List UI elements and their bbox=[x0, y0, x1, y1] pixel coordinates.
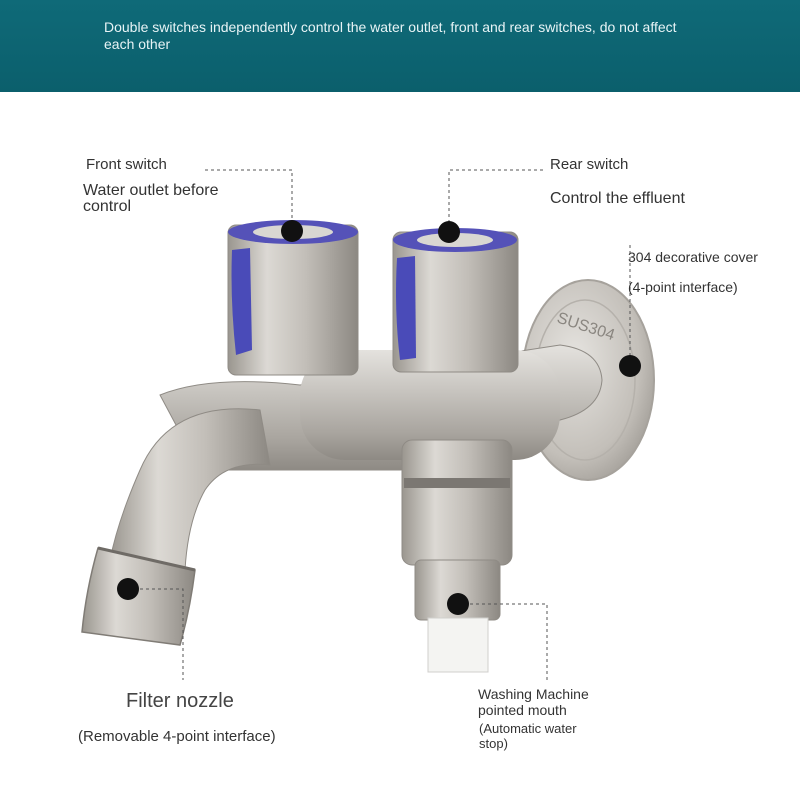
front-switch-description: Water outlet before control bbox=[83, 182, 219, 215]
front-switch-accent bbox=[232, 248, 253, 355]
rear-switch-title: Rear switch bbox=[550, 156, 629, 173]
outlet-stem bbox=[402, 440, 512, 565]
washing-title: Washing Machine pointed mouth bbox=[478, 686, 589, 718]
nozzle-title: Filter nozzle bbox=[126, 690, 234, 712]
front-switch-marker bbox=[281, 220, 303, 242]
washing-description: (Automatic water stop) bbox=[479, 721, 577, 751]
cover-marker bbox=[619, 355, 641, 377]
rear-switch-accent bbox=[396, 256, 416, 360]
nozzle-marker bbox=[117, 578, 139, 600]
nozzle-description: (Removable 4-point interface) bbox=[78, 728, 276, 745]
washing-marker bbox=[447, 593, 469, 615]
cover-description: (4-point interface) bbox=[628, 279, 738, 295]
cover-title: 304 decorative cover bbox=[628, 249, 758, 265]
rear-switch-description: Control the effluent bbox=[550, 190, 685, 207]
rear-switch-marker bbox=[438, 221, 460, 243]
banner-text: Double switches independently control the water outlet, front and rear switches, do not affect each other bbox=[104, 19, 677, 52]
rear-switch-leader bbox=[449, 170, 543, 230]
flange-marking: SUS304 bbox=[554, 309, 617, 345]
spout bbox=[110, 409, 270, 570]
front-switch-title: Front switch bbox=[86, 156, 167, 173]
